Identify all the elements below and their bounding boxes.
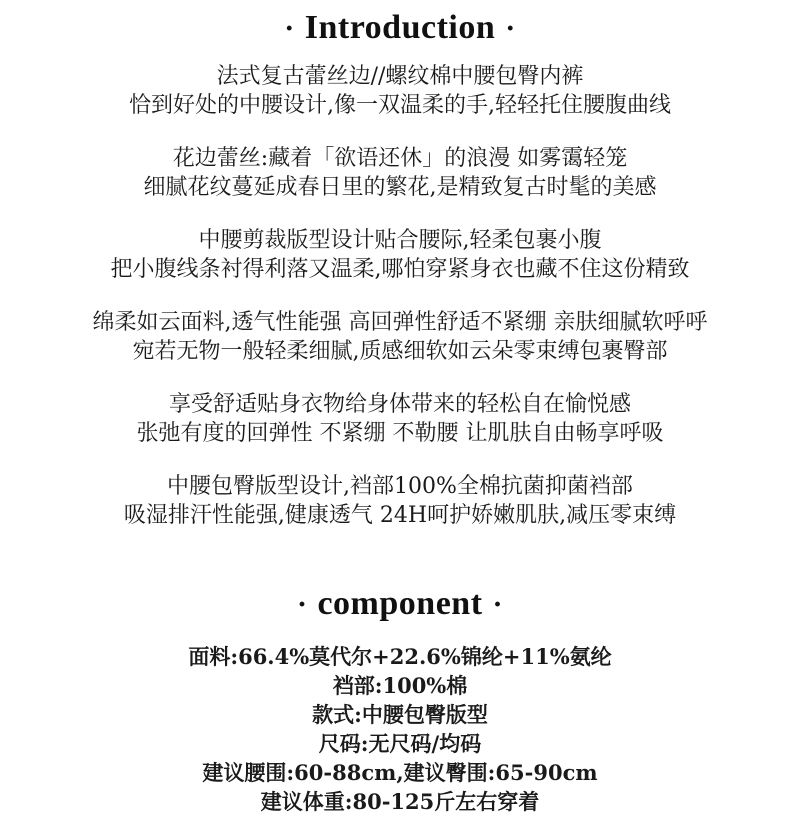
- intro-line: 绵柔如云面料,透气性能强 高回弹性舒适不紧绷 亲肤细腻软呼呼: [92, 310, 708, 335]
- spec-weight: 建议体重:80-125斤左右穿着: [260, 789, 540, 814]
- intro-line: 享受舒适贴身衣物给身体带来的轻松自在愉悦感: [168, 392, 631, 417]
- intro-paragraph: [0, 390, 800, 448]
- introduction-title: Introduction: [304, 9, 496, 46]
- intro-line: 恰到好处的中腰设计,像一双温柔的手,轻轻托住腰腹曲线: [129, 93, 671, 118]
- heading-dot-right: ·: [505, 12, 516, 45]
- intro-line: 中腰包臀版型设计,裆部100%全棉抗菌抑菌裆部: [167, 474, 633, 499]
- component-title: component: [317, 585, 483, 622]
- intro-paragraph: [0, 226, 800, 284]
- heading-dot-right: ·: [492, 588, 504, 621]
- introduction-body: [0, 62, 800, 554]
- heading-dot-left: ·: [296, 588, 308, 621]
- spec-fabric: 面料:66.4%莫代尔+22.6%锦纶+11%氨纶: [188, 644, 612, 669]
- intro-paragraph: [0, 308, 800, 366]
- intro-line: 宛若无物一般轻柔细腻,质感细软如云朵零束缚包裹臀部: [132, 339, 668, 364]
- intro-line: 法式复古蕾丝边//螺纹棉中腰包臀内裤: [216, 64, 584, 89]
- intro-paragraph: [0, 62, 800, 120]
- heading-dot-left: ·: [284, 12, 295, 45]
- intro-paragraph: [0, 472, 800, 530]
- intro-paragraph: [0, 144, 800, 202]
- intro-line: 吸湿排汗性能强,健康透气 24H呵护娇嫩肌肤,减压零束缚: [123, 503, 677, 528]
- spec-crotch: 裆部:100%棉: [332, 673, 468, 698]
- spec-waist-hip: 建议腰围:60-88cm,建议臀围:65-90cm: [202, 760, 598, 785]
- spec-style: 款式:中腰包臀版型: [312, 702, 488, 727]
- intro-line: 中腰剪裁版型设计贴合腰际,轻柔包裹小腹: [198, 228, 602, 253]
- component-heading: [0, 582, 800, 627]
- spec-size: 尺码:无尺码/均码: [318, 731, 482, 756]
- intro-line: 细腻花纹蔓延成春日里的繁花,是精致复古时髦的美感: [143, 175, 657, 200]
- intro-line: 张弛有度的回弹性 不紧绷 不勒腰 让肌肤自由畅享呼吸: [136, 421, 664, 446]
- introduction-heading: [0, 6, 800, 51]
- intro-line: 把小腹线条衬得利落又温柔,哪怕穿紧身衣也藏不住这份精致: [110, 257, 690, 282]
- intro-line: 花边蕾丝:藏着「欲语还休」的浪漫 如雾霭轻笼: [172, 146, 628, 171]
- component-spec-list: [0, 642, 800, 816]
